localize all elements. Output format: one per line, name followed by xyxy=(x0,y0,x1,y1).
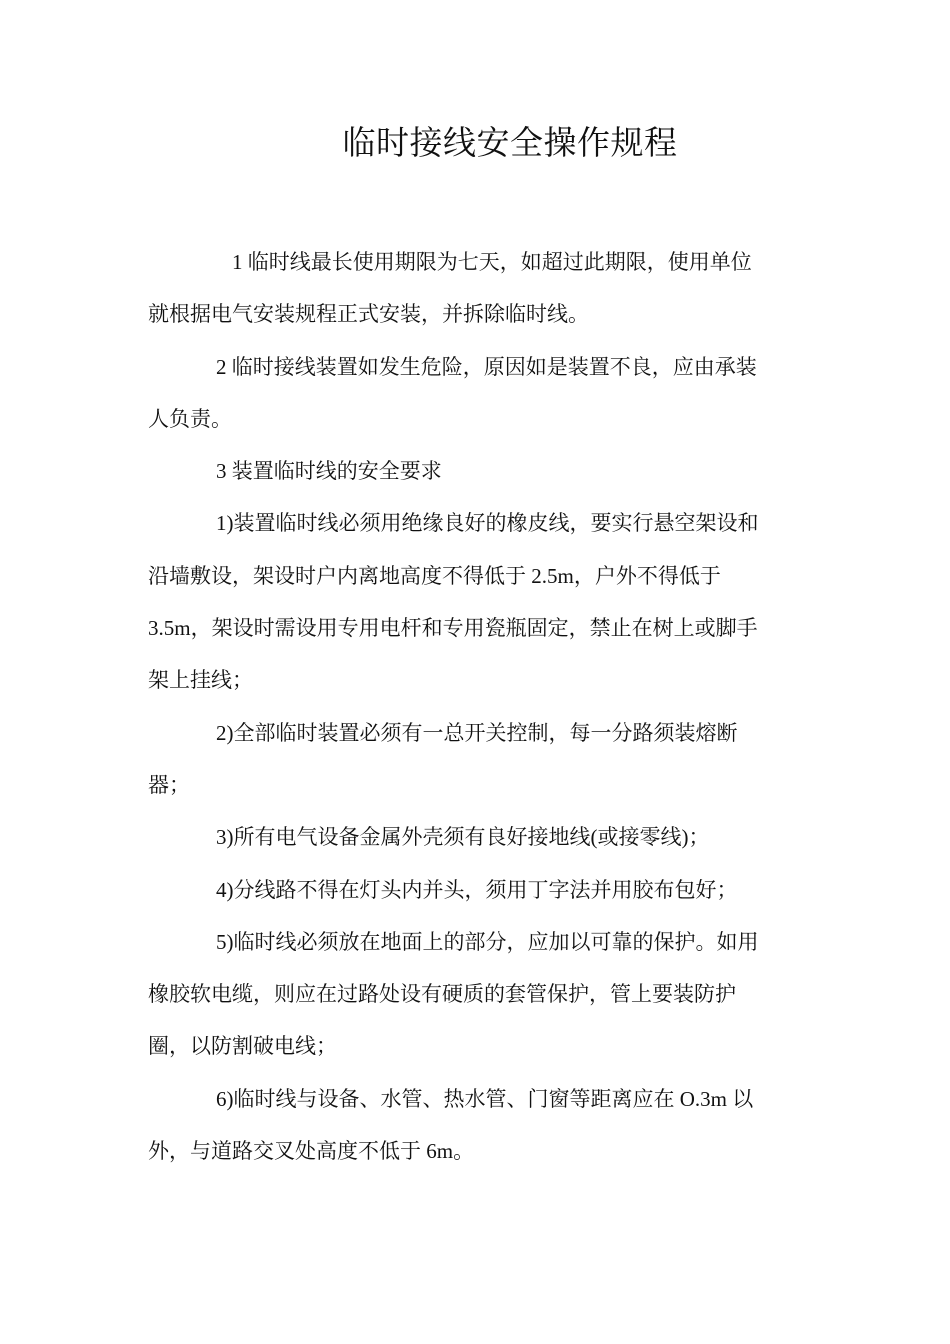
paragraph-line: 4)分线路不得在灯头内并头，须用丁字法并用胶布包好； xyxy=(216,877,738,902)
document-body xyxy=(148,236,800,1177)
paragraph-line: 外，与道路交叉处高度不低于 6m。 xyxy=(148,1139,475,1164)
paragraph-line: 人负责。 xyxy=(148,406,232,431)
paragraph-line: 橡胶软电缆，则应在过路处设有硬质的套管保护，管上要装防护 xyxy=(148,982,736,1007)
paragraph-line: 1)装置临时线必须用绝缘良好的橡皮线，要实行悬空架设和 xyxy=(216,511,759,536)
paragraph-line: 2)全部临时装置必须有一总开关控制，每一分路须装熔断 xyxy=(216,720,738,745)
paragraph-line: 3)所有电气设备金属外壳须有良好接地线(或接零线)； xyxy=(216,825,710,850)
paragraph-line: 1 临时线最长使用期限为七天，如超过此期限，使用单位 xyxy=(232,250,752,274)
document-title: 临时接线安全操作规程 xyxy=(342,126,678,162)
paragraph-line: 架上挂线； xyxy=(148,668,253,693)
paragraph-line: 3 装置临时线的安全要求 xyxy=(216,459,442,484)
paragraph-line: 3.5m，架设时需设用专用电杆和专用瓷瓶固定，禁止在树上或脚手 xyxy=(148,616,758,641)
paragraph-line: 沿墙敷设，架设时户内离地高度不得低于 2.5m，户外不得低于 xyxy=(148,563,721,588)
paragraph-line: 6)临时线与设备、水管、热水管、门窗等距离应在 O.3m 以 xyxy=(216,1086,754,1111)
paragraph-line: 2 临时接线装置如发生危险，原因如是装置不良，应由承装 xyxy=(216,354,757,379)
paragraph-line: 圈，以防割破电线； xyxy=(148,1034,337,1059)
paragraph-line: 就根据电气安装规程正式安装，并拆除临时线。 xyxy=(148,302,589,327)
paragraph-line: 5)临时线必须放在地面上的部分，应加以可靠的保护。如用 xyxy=(216,929,759,954)
paragraph-line: 器； xyxy=(148,772,190,797)
